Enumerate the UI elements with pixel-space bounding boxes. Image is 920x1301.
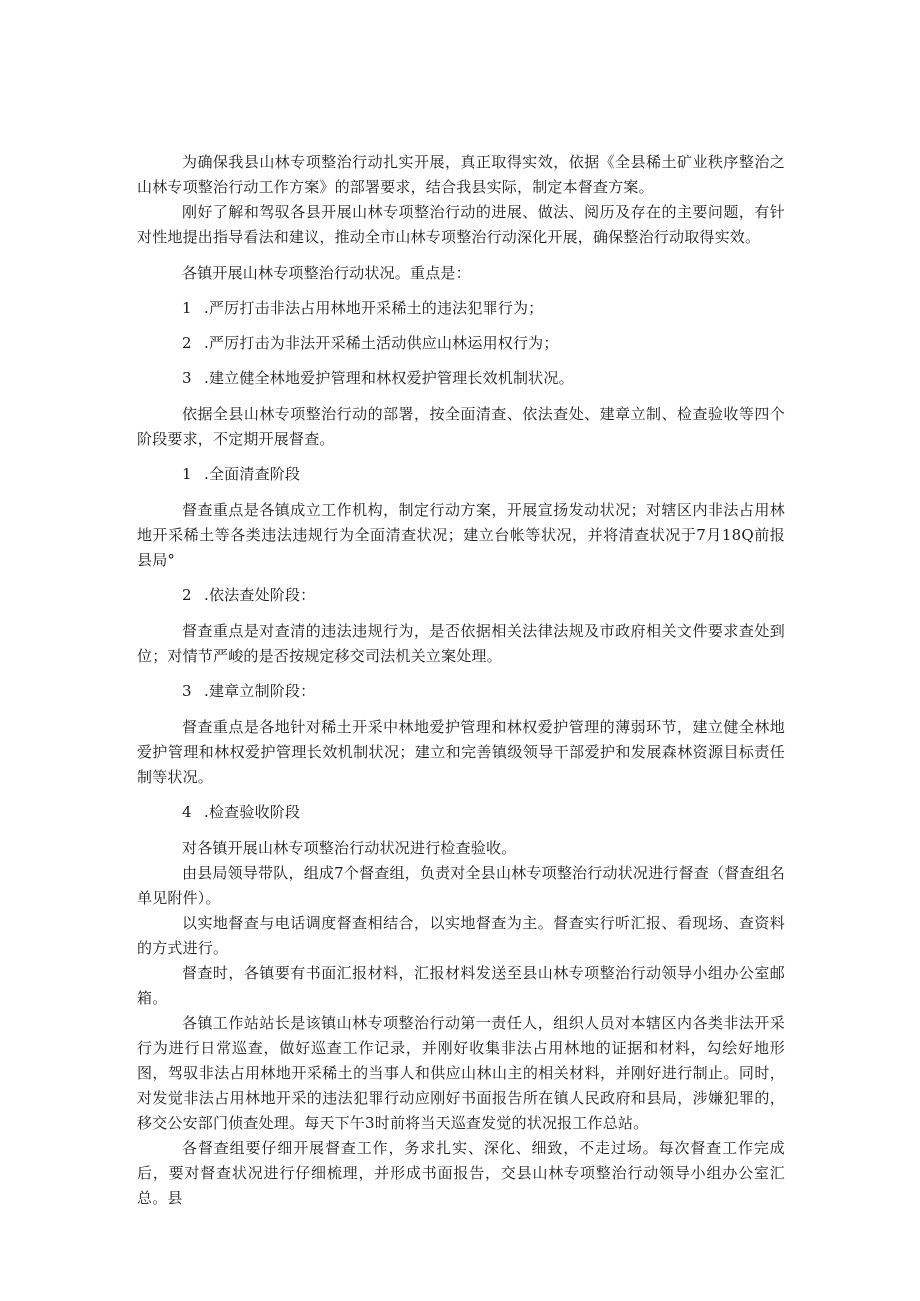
stage-title: .建章立制阶段： [204, 682, 316, 700]
document-body [137, 150, 785, 1211]
paragraph-reporting: 督查时，各镇要有书面汇报材料，汇报材料发送至县山林专项整治行动领导小组办公室邮箱。 [137, 964, 785, 1007]
focus-item-number: 1 [182, 299, 192, 317]
paragraph-requirements: 各督查组要仔细开展督查工作，务求扎实、深化、细致，不走过场。每次督查工作完成后，要对督查状况进行仔细梳理，并形成书面报告，交县山林专项整治行动领导小组办公室汇总。县 [137, 1139, 785, 1207]
stage-heading [137, 462, 785, 487]
focus-item [137, 296, 785, 321]
stage-heading [137, 583, 785, 608]
paragraph-stages-intro: 依据全县山林专项整治行动的部署，按全面清查、依法查处、建章立制、检查验收等四个阶段要求，不定期开展督查。 [137, 405, 785, 448]
stage-body: 督查重点是各地针对稀土开采中林地爱护管理和林权爱护管理的薄弱环节，建立健全林地爱护管理和林权爱护管理长效机制状况；建立和完善镇级领导干部爱护和发展森林资源目标责任制等状况。 [137, 718, 785, 786]
stage-heading [137, 800, 785, 825]
stage-number: 4 [182, 803, 192, 821]
focus-item [137, 331, 785, 356]
stage-title: .依法查处阶段： [204, 586, 316, 604]
paragraph-objective: 刚好了解和驾驭各县开展山林专项整治行动的进展、做法、阅历及存在的主要问题，有针对性地提出指导看法和建议，推动全市山林专项整治行动深化开展，确保整治行动取得实效。 [137, 203, 785, 246]
focus-item-text: .严厉打击非法占用林地开采稀土的违法犯罪行为； [204, 299, 544, 317]
stage-body: 督查重点是对查清的违法违规行为，是否依据相关法律法规及市政府相关文件要求查处到位；对情节严峻的是否按规定移交司法机关立案处理。 [137, 622, 785, 665]
paragraph-responsibility: 各镇工作站站长是该镇山林专项整治行动第一责任人，组织人员对本辖区内各类非法开采行为进行日常巡查，做好巡查工作记录，并刚好收集非法占用林地的证据和材料，勾绘好地形图，驾驭非法占用林地开采稀土的当事人和供应山林山主的相关材料，并刚好进行制止。同时，对发觉非法占用林地开采的违法犯罪行动应刚好书面报告所在镇人民政府和县局，涉嫌犯罪的，移交公安部门侦查处理。每天下午3时前将当天巡查发觉的状况报工作总站。 [137, 1014, 785, 1132]
stage-heading [137, 679, 785, 704]
stage-number: 1 [182, 465, 192, 483]
focus-item-text: .严厉打击为非法开采稀土活动供应山林运用权行为； [204, 334, 559, 352]
stage-body: 对各镇开展山林专项整治行动状况进行检查验收。 [182, 839, 517, 857]
paragraph-method: 以实地督查与电话调度督查相结合，以实地督查为主。督查实行听汇报、看现场、查资料的方式进行。 [137, 914, 785, 957]
paragraph-organization: 由县局领导带队，组成7个督查组，负责对全县山林专项整治行动状况进行督查（督查组名单见附件）。 [137, 864, 785, 907]
stage-body: 督查重点是各镇成立工作机构，制定行动方案，开展宣扬发动状况；对辖区内非法占用林地开采稀土等各类违法违规行为全面清查状况；建立台帐等状况，并将清查状况于7月18Q前报县局° [137, 501, 785, 569]
focus-item-text: .建立健全林地爱护管理和林权爱护管理长效机制状况。 [204, 369, 574, 387]
focus-item-number: 2 [182, 334, 192, 352]
stage-title: .全面清查阶段 [204, 465, 301, 483]
focus-item-number: 3 [182, 369, 192, 387]
paragraph-focus-intro: 各镇开展山林专项整治行动状况。重点是： [182, 264, 471, 282]
stage-number: 3 [182, 682, 192, 700]
stage-title: .检查验收阶段 [204, 803, 301, 821]
stage-number: 2 [182, 586, 192, 604]
paragraph-purpose: 为确保我县山林专项整治行动扎实开展，真正取得实效，依据《全县稀土矿业秩序整治之山林专项整治行动工作方案》的部署要求，结合我县实际，制定本督查方案。 [137, 153, 785, 196]
focus-item [137, 366, 785, 391]
